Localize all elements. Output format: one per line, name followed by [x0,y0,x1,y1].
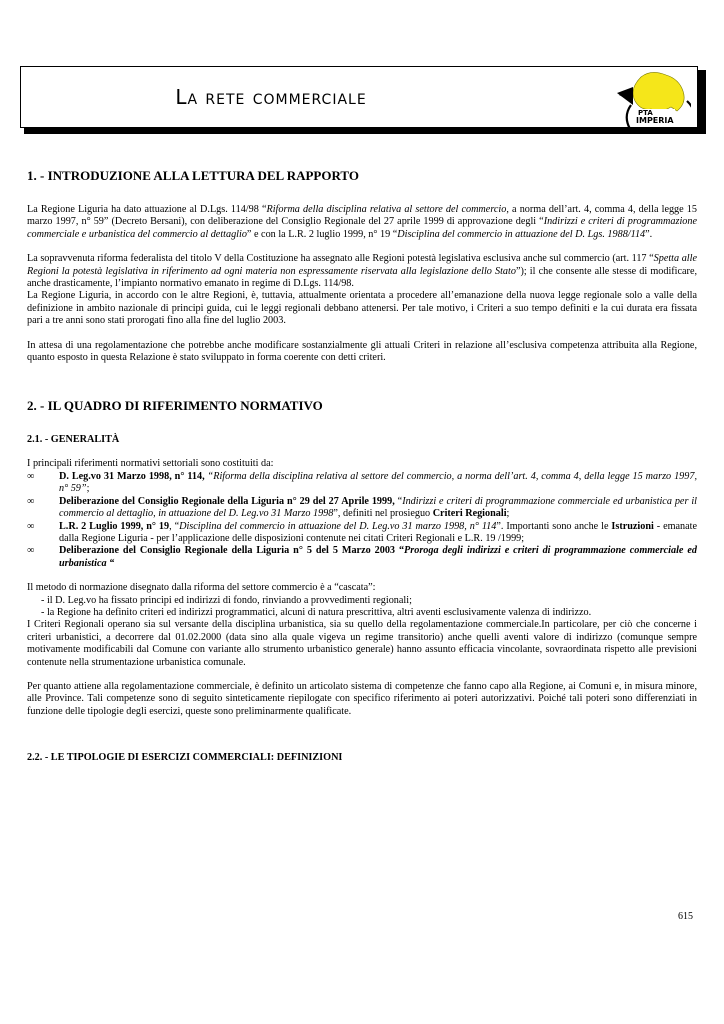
document-body [27,168,697,764]
list-item: - la Regione ha definito criteri ed indirizzi programmatici, alcuni di natura prescrittiva, altri aventi esclusivamente valenza di indirizzo. [41,606,592,618]
logo-line2: IMPERIA [636,116,674,125]
section-1-paragraph-2: La sopravvenuta riforma federalista del titolo V della Costituzione ha assegnato alle Regioni potestà legislativa esclusiva anche sul commercio (art. 117 “Spetta alle Regioni la potestà legislativa in riferimento ad ogni materia non espressamente riservata alla legislazione dello Stato”); il che consente alle stesse di modificare, anche drasticamente, l’impianto normativo emanato in regime di D.Lgs. 114/98. [27,253,698,290]
infinity-bullet-icon: ∞ [27,520,35,532]
infinity-bullet-icon: ∞ [27,495,35,507]
logo-line1: PTA [638,109,653,117]
header-box [20,66,698,128]
subsection-2-1-heading: 2.1. - GENERALITÀ [27,434,120,446]
page-number: 615 [678,911,693,922]
infinity-bullet-icon: ∞ [27,470,35,482]
section-1-paragraph-3: La Regione Liguria, in accordo con le altre Regioni, è, tuttavia, attualmente orientata a procedere all’emanazione della nuova legge regionale solo a valle della definizione in ambito nazionale di principi guida, cui le leggi regionali debbano attenersi. Per tale motivo, i Criteri a suo tempo definiti e la cui durata era fissata pari a tre anni sono stati prorogati fino alla fine del luglio 2003. [27,290,697,327]
references-intro: I principali riferimenti normativi settoriali sono costituiti da: [27,458,274,470]
list-item: - il D. Leg.vo ha fissato principi ed indirizzi di fondo, rinviando a provvedimenti regionali; [41,594,412,606]
section-1-paragraph-1: La Regione Liguria ha dato attuazione al D.Lgs. 114/98 “Riforma della disciplina relativa al settore del commercio, a norma dell’art. 4, comma 4, della legge 15 marzo 1997, n° 59” (Decreto Bersani), con deliberazione del Consiglio Regionale del 27 aprile 1999 di approvazione degli “Indirizzi e criteri di programmazione commerciale e urbanistica del commercio al dettaglio” e con la L.R. 2 luglio 1999, n° 19 “Disciplina del commercio in attuazione del D. Lgs. 1988/114”. [27,204,697,240]
list-item: ∞ Deliberazione del Consiglio Regionale della Liguria n° 5 del 5 Marzo 2003 “Proroga degli indirizzi e criteri di programmazione commerciale ed urbanistica “ [27,545,698,569]
competenze-paragraph: Per quanto attiene alla regolamentazione commerciale, è definito un articolato sistema di competenze che fanno capo alla Regione, ai Comuni e, in misura minore, alle Province. Tali competenze sono di seguito sinteticamente riepilogate con specifico riferimento ai poteri autorizzativi. Poiché tali poteri sono differenziati in funzione delle tipologie degli esercizi, queste sono preliminarmente qualificate. [27,680,697,717]
infinity-bullet-icon: ∞ [27,545,35,557]
list-item: ∞ D. Leg.vo 31 Marzo 1998, n° 114, “Riforma della disciplina relativa al settore del commercio, a norma dell’art. 4, comma 4, della legge 15 marzo 1997, n° 59”; [27,470,697,495]
references-list [27,471,697,570]
section-1-heading: 1. - INTRODUZIONE ALLA LETTURA DEL RAPPORTO [27,168,359,183]
cascade-list [27,595,697,620]
section-1-paragraph-4: In attesa di una regolamentazione che potrebbe anche modificare sostanzialmente gli attuali Criteri in relazione all’esclusiva competenza attribuita alla Regione, quanto esposto in questa Relazione è stato sviluppato in forma coerente con detti criteri. [27,339,697,364]
subsection-2-2-heading: 2.2. - LE TIPOLOGIE DI ESERCIZI COMMERCIALI: DEFINIZIONI [27,752,343,764]
list-item: ∞ Deliberazione del Consiglio Regionale della Liguria n° 29 del 27 Aprile 1999, “Indirizzi e criteri di programmazione commerciale ed urbanistica per il commercio al dettaglio, in attuazione del D. Leg.vo 31 Marzo 1998”, definiti nel prosieguo Criteri Regionali; [27,495,697,520]
document-title: La rete commerciale [175,85,367,109]
criteri-paragraph: I Criteri Regionali operano sia sul versante della disciplina urbanistica, sia su quello della regolamentazione commerciale.In particolare, per ciò che concerne i criteri urbanistici, a decorrere dal 01.02.2000 (data sino alla quale vigeva un regime transitorio) anche quelli aventi valore di indirizzo (comunque sempre motivamente modificabili dal Comune con variante allo strumento urbanistico generale) hanno assunto efficacia vincolante, sovraordinata rispetto alle previsioni contenute nella strumentazione urbanistica comunale. [27,619,697,668]
list-item: ∞ L.R. 2 Luglio 1999, n° 19, “Disciplina del commercio in attuazione del D. Leg.vo 31 marzo 1998, n° 114”. Importanti sono anche le Istruzioni - emanate dalla Regione Liguria - per l’applicazione delle disposizioni contenute nei citati Criteri Regionali e L.R. 19 /1999; [27,520,698,544]
section-2-heading: 2. - IL QUADRO DI RIFERIMENTO NORMATIVO [27,398,323,414]
logo-text [636,109,674,125]
cascade-intro: Il metodo di normazione disegnato dalla riforma del settore commercio è a “cascata”: [27,582,376,594]
